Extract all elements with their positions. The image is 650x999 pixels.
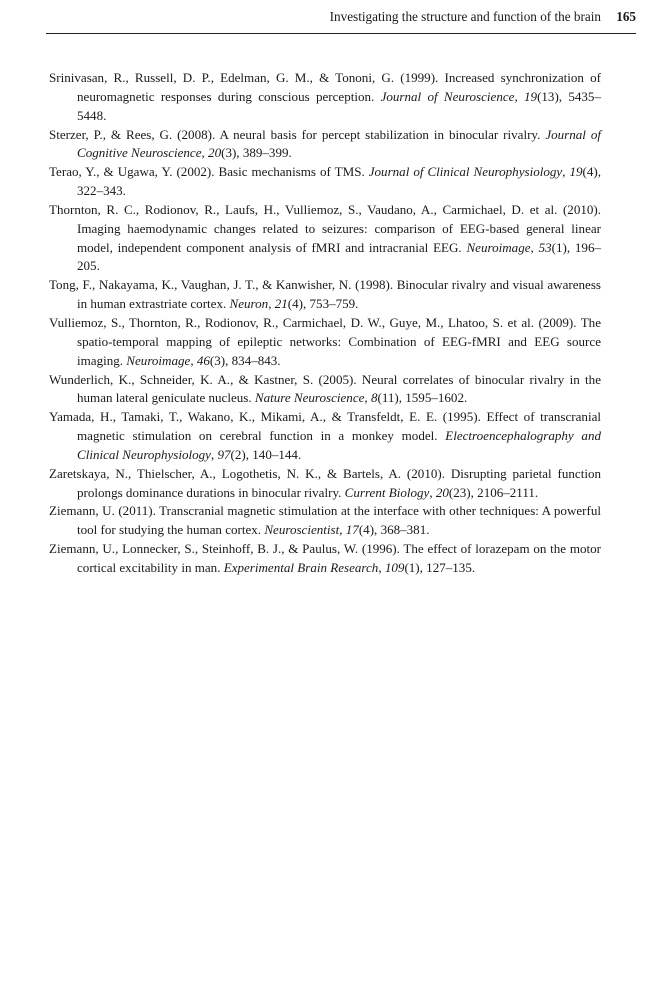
reference-entry bbox=[49, 201, 601, 276]
reference-lead: Vulliemoz, S., Thornton, R., Rodionov, R., Carmichael, D. W., Guye, M., Lhatoo, S. et al. (2009). The spatio-temporal mapping of epileptic networks: Combination of EEG-fMRI and EEG source imaging. bbox=[49, 314, 601, 368]
reference-entry bbox=[49, 126, 601, 164]
reference-tail: (2), 140–144. bbox=[230, 446, 302, 462]
reference-volume: 17 bbox=[345, 522, 359, 538]
reference-lead: Wunderlich, K., Schneider, K. A., & Kastner, S. (2005). Neural correlates of binocular rivalry in the human lateral geniculate nucleus. bbox=[49, 371, 601, 406]
reference-tail: (1), 196–205. bbox=[77, 239, 601, 274]
reference-volume: 8 bbox=[370, 390, 378, 406]
reference-lead: Ziemann, U. (2011). Transcranial magnetic stimulation at the interface with other techniques: A powerful tool for studying the human cortex. bbox=[49, 503, 601, 538]
reference-tail: (1), 127–135. bbox=[404, 559, 476, 575]
reference-volume: 20 bbox=[208, 145, 222, 161]
reference-entry bbox=[49, 408, 601, 465]
running-title: Investigating the structure and function of the brain bbox=[329, 9, 601, 24]
reference-journal: Current Biology bbox=[344, 484, 430, 500]
reference-volume: 19 bbox=[524, 88, 538, 104]
reference-separator: , bbox=[210, 446, 218, 462]
reference-separator: , bbox=[429, 484, 436, 500]
reference-journal: Neuron bbox=[229, 296, 269, 312]
reference-separator: , bbox=[378, 559, 385, 575]
reference-journal: Experimental Brain Research bbox=[223, 559, 379, 575]
reference-tail: (4), 753–759. bbox=[287, 296, 359, 312]
reference-volume: 21 bbox=[274, 296, 288, 312]
reference-separator: , bbox=[268, 296, 275, 312]
reference-separator: , bbox=[364, 390, 371, 406]
reference-volume: 53 bbox=[538, 239, 552, 255]
page-number: 165 bbox=[616, 9, 636, 24]
reference-tail: (11), 1595–1602. bbox=[377, 390, 468, 406]
reference-volume: 19 bbox=[569, 164, 583, 180]
reference-separator: , bbox=[530, 239, 539, 255]
reference-journal: Neuroimage bbox=[466, 239, 531, 255]
reference-journal: Electroencephalography and Clinical Neurophysiology bbox=[77, 428, 602, 462]
reference-entry bbox=[49, 314, 601, 371]
running-head bbox=[46, 0, 636, 34]
reference-entry bbox=[49, 502, 601, 540]
reference-volume: 46 bbox=[196, 352, 210, 368]
reference-journal: Nature Neuroscience bbox=[254, 390, 365, 406]
reference-tail: (4), 368–381. bbox=[358, 522, 430, 538]
reference-tail: (3), 389–399. bbox=[221, 145, 292, 161]
reference-entry bbox=[49, 69, 601, 126]
reference-entry bbox=[49, 371, 601, 409]
reference-journal: Journal of Clinical Neurophysiology bbox=[368, 164, 563, 180]
reference-entry bbox=[49, 465, 601, 503]
reference-separator: , bbox=[514, 88, 525, 104]
reference-separator: , bbox=[201, 145, 209, 161]
reference-lead: Zaretskaya, N., Thielscher, A., Logothetis, N. K., & Bartels, A. (2010). Disrupting parietal function prolongs dominance durations in binocular rivalry. bbox=[49, 465, 601, 500]
reference-lead: Thornton, R. C., Rodionov, R., Laufs, H., Vulliemoz, S., Vaudano, A., Carmichael, D. et al. (2010). Imaging haemodynamic changes related to seizures: comparison of EEG-based general linear model, independent component analysis of fMRI and intracranial EEG. bbox=[49, 201, 601, 255]
reference-journal: Neuroscientist bbox=[264, 522, 340, 538]
reference-entry bbox=[49, 163, 601, 201]
reference-separator: , bbox=[562, 164, 570, 180]
reference-lead: Terao, Y., & Ugawa, Y. (2002). Basic mechanisms of TMS. bbox=[49, 164, 369, 180]
reference-lead: Srinivasan, R., Russell, D. P., Edelman, G. M., & Tononi, G. (1999). Increased synchronization of neuromagnetic responses during conscious perception. bbox=[49, 70, 601, 104]
reference-list bbox=[49, 69, 601, 578]
reference-tail: (23), 2106–2111. bbox=[448, 484, 539, 500]
reference-separator: , bbox=[190, 352, 197, 368]
reference-entry bbox=[49, 276, 601, 314]
reference-entry bbox=[49, 540, 601, 578]
reference-lead: Sterzer, P., & Rees, G. (2008). A neural basis for percept stabilization in binocular rivalry. bbox=[49, 126, 546, 142]
reference-journal: Journal of Neuroscience bbox=[380, 88, 515, 104]
reference-volume: 20 bbox=[435, 484, 449, 500]
reference-tail: (13), 5435–5448. bbox=[77, 88, 601, 123]
reference-lead: Yamada, H., Tamaki, T., Wakano, K., Mikami, A., & Transfeldt, E. E. (1995). Effect of transcranial magnetic stimulation on cerebral function in a monkey model. bbox=[49, 409, 601, 444]
reference-journal: Neuroimage bbox=[126, 352, 191, 368]
reference-lead: Ziemann, U., Lonnecker, S., Steinhoff, B. J., & Paulus, W. (1996). The effect of lorazepam on the motor cortical excitability in man. bbox=[49, 541, 601, 575]
reference-separator: , bbox=[339, 522, 346, 538]
reference-volume: 109 bbox=[384, 559, 405, 575]
reference-volume: 97 bbox=[217, 446, 231, 462]
reference-lead: Tong, F., Nakayama, K., Vaughan, J. T., & Kanwisher, N. (1998). Binocular rivalry and visual awareness in human extrastriate cortex. bbox=[49, 277, 601, 312]
reference-tail: (4), 322–343. bbox=[77, 164, 601, 199]
reference-journal: Journal of Cognitive Neuroscience bbox=[77, 126, 601, 161]
reference-tail: (3), 834–843. bbox=[209, 352, 281, 368]
